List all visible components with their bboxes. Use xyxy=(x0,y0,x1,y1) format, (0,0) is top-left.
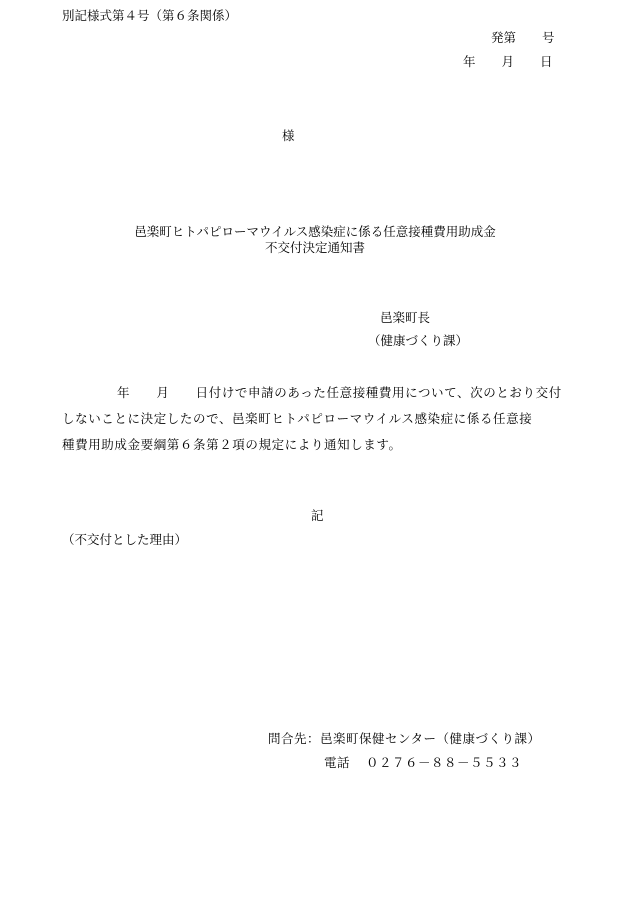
notice-body xyxy=(62,380,562,458)
issue-label-right: 号 xyxy=(542,30,555,45)
body-year: 年 xyxy=(117,385,131,400)
sender-name: 邑楽町長 xyxy=(380,310,431,325)
date-day: 日 xyxy=(540,54,553,69)
body-line-3: 種費用助成金要綱第６条第２項の規定により通知します。 xyxy=(62,437,402,452)
phone-label: 電話 xyxy=(324,755,351,770)
body-month: 月 xyxy=(156,385,170,400)
sender-department: （健康づくり課） xyxy=(368,333,469,348)
reason-label: （不交付とした理由） xyxy=(62,532,188,547)
issue-date-line xyxy=(463,54,553,70)
form-label: 別記様式第４号（第６条関係） xyxy=(62,8,238,23)
date-month: 月 xyxy=(501,54,515,69)
issue-label-left: 発第 xyxy=(491,30,517,45)
issue-number-line xyxy=(491,30,555,46)
body-line-1 xyxy=(62,380,562,406)
phone-number: ０２７６－８８－５５３３ xyxy=(366,755,523,770)
recipient-honorific: 様 xyxy=(282,128,295,143)
body-line-2: しないことに決定したので、邑楽町ヒトパピローマウイルス感染症に係る任意接 xyxy=(62,411,533,426)
ki-heading: 記 xyxy=(311,508,324,523)
body-line-1-rest: 日付けで申請のあった任意接種費用について、次のとおり交付 xyxy=(195,385,562,400)
document-title-line1: 邑楽町ヒトパピローマウイルス感染症に係る任意接種費用助成金 xyxy=(134,224,496,239)
date-year: 年 xyxy=(463,54,476,69)
phone-line xyxy=(324,755,522,771)
document-title-line2: 不交付決定通知書 xyxy=(264,240,365,255)
contact-info: 問合先：邑楽町保健センター（健康づくり課） xyxy=(268,731,541,746)
